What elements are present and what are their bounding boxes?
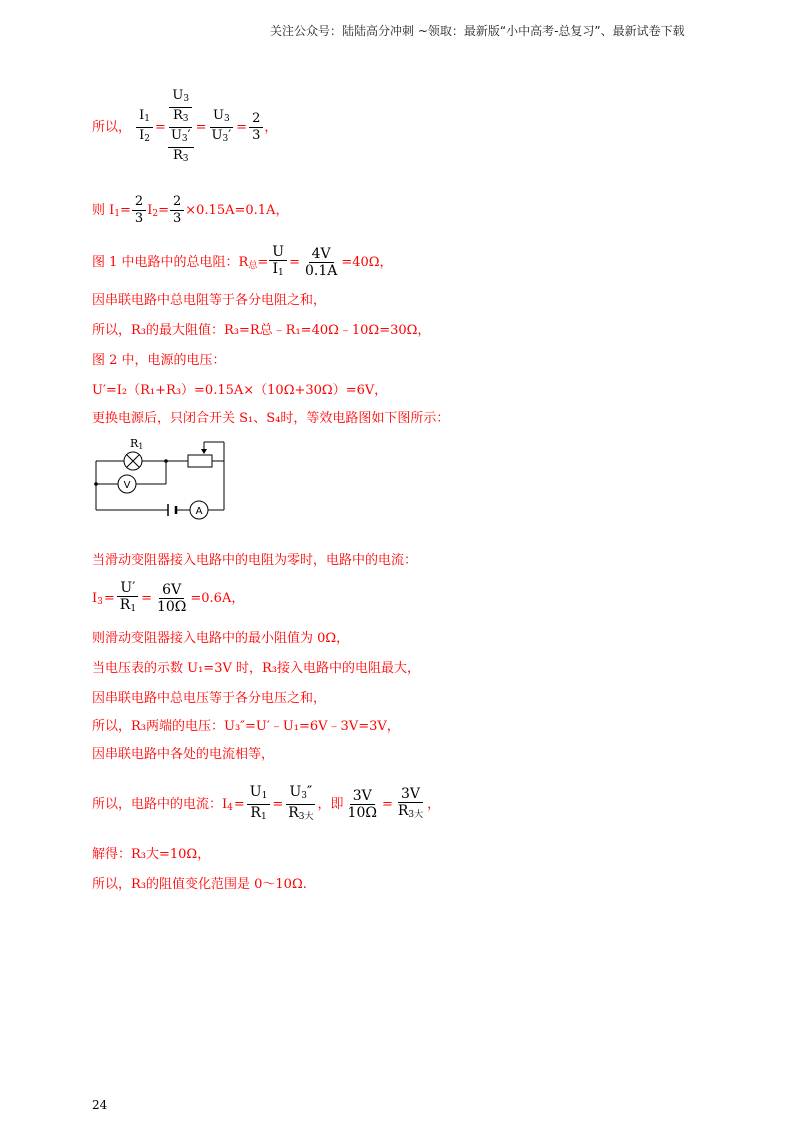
text-line: 当电压表的示数 U₁=3V 时，R₃接入电路中的电阻最大， xyxy=(92,661,420,676)
svg-text:A: A xyxy=(195,506,203,517)
fraction-u3-r3max: $\frac{U_3''}{R_{3大}}$ xyxy=(288,784,314,822)
text-line: 解得：R₃大=10Ω， xyxy=(92,847,211,862)
circuit-diagram xyxy=(92,434,237,522)
compound-fraction: $\frac{\frac{U_3}{R_3}}{\frac{U_3'}{R_3}}$ xyxy=(168,88,194,167)
text-line: 所以，R₃的阻值变化范围是 0～10Ω. xyxy=(92,877,307,892)
page-header: 关注公众号：陆陆高分冲刺 ~领取：最新版“小中高考-总复习”、最新试卷下载 xyxy=(270,24,685,38)
text-line: 因串联电路中总电压等于各分电压之和， xyxy=(92,691,327,706)
r1-label: R1 xyxy=(130,437,144,451)
text-line: 因串联电路中各处的电流相等， xyxy=(92,747,275,762)
text-line: 所以，R₃的最大阻值：R₃=R总﹣R₁=40Ω﹣10Ω=30Ω， xyxy=(92,323,431,338)
text-line: 则滑动变阻器接入电路中的最小阻值为 0Ω， xyxy=(92,631,350,646)
text-line: 图 2 中，电源的电压： xyxy=(92,353,226,368)
fraction-6v-10ohm: $\frac{6V}{10\Omega}$ xyxy=(156,582,187,615)
total-resistance-equation: 图 1 中电路中的总电阻：$R_总=$ $\frac{U}{I_1}$ = $\frac{4V}{0.1A}$ =40Ω， xyxy=(92,244,393,279)
text-line: 所以，R₃两端的电压：U₃″=U′﹣U₁=6V﹣3V=3V， xyxy=(92,719,400,734)
current-i4-equation: 所以，电路中的电流：$I_4=$ $\frac{U_1}{R_1}$ = $\frac{U_3''}{R_{3大}}$ ，即 $\frac{3V}{10\Omega}$ = $\frac{3V}{R_{3大}}$ ， xyxy=(92,784,440,825)
fraction-3v-r3max: $\frac{3V}{R_{3大}}$ xyxy=(397,786,424,820)
fraction-uprime-r1: $\frac{U'}{R_1}$ xyxy=(117,580,139,617)
page-number: 24 xyxy=(92,1098,108,1112)
svg-text:V: V xyxy=(123,480,131,491)
fraction-u1-r1: $\frac{U_1}{R_1}$ xyxy=(247,784,271,825)
voltmeter-icon xyxy=(118,475,136,493)
current-i3-equation: $I_3=$ $\frac{U'}{R_1}$ = $\frac{6V}{10\Omega}$ =0.6A， xyxy=(92,580,245,615)
slider-arrow xyxy=(201,449,207,454)
lamp-icon xyxy=(124,452,142,470)
text-line: 更换电源后，只闭合开关 S₁、S₄时，等效电路图如下图所示： xyxy=(92,411,450,426)
fraction-u3-u3prime: $\frac{U_3}{U_3'}$ xyxy=(211,108,232,144)
fraction-4v-01a: $\frac{4V}{0.1A}$ xyxy=(304,246,338,279)
fraction-two-thirds-b: $\frac{2}{3}$ xyxy=(170,194,184,227)
text-line: 因串联电路中总电阻等于各分电阻之和， xyxy=(92,293,327,308)
fraction-3v-10ohm: $\frac{3V}{10\Omega}$ xyxy=(347,788,377,821)
junction-dot xyxy=(94,482,98,486)
fraction-u-i1: $\frac{U}{I_1}$ xyxy=(269,244,287,281)
junction-dot xyxy=(164,459,168,463)
text-line: U′=I₂（R₁+R₃）=0.15A×（10Ω+30Ω）=6V， xyxy=(92,383,388,398)
ratio-equation: 所以， $\frac{I_1}{I_2}$ = $\frac{\frac{U_3}{R_3}}{\frac{U_3'}{R_3}}$ = $\frac{U_3}{U_3'}$ = $\frac{2}{3}$ ， xyxy=(92,88,277,167)
text: 所以， xyxy=(92,120,132,135)
ammeter-icon xyxy=(190,501,208,519)
fraction-two-thirds: $\frac{2}{3}$ xyxy=(132,194,146,227)
text-line: 当滑动变阻器接入电路中的电阻为零时，电路中的电流： xyxy=(92,553,418,568)
fraction-i1-i2: $\frac{I_1}{I_2}$ xyxy=(136,108,153,147)
current-equation: 则 $I_1=$ $\frac{2}{3}$ $I_2=$ $\frac{2}{3}$ ×0.15A=0.1A， xyxy=(92,194,289,226)
fraction-two-thirds: $\frac{2}{3}$ xyxy=(249,111,263,144)
